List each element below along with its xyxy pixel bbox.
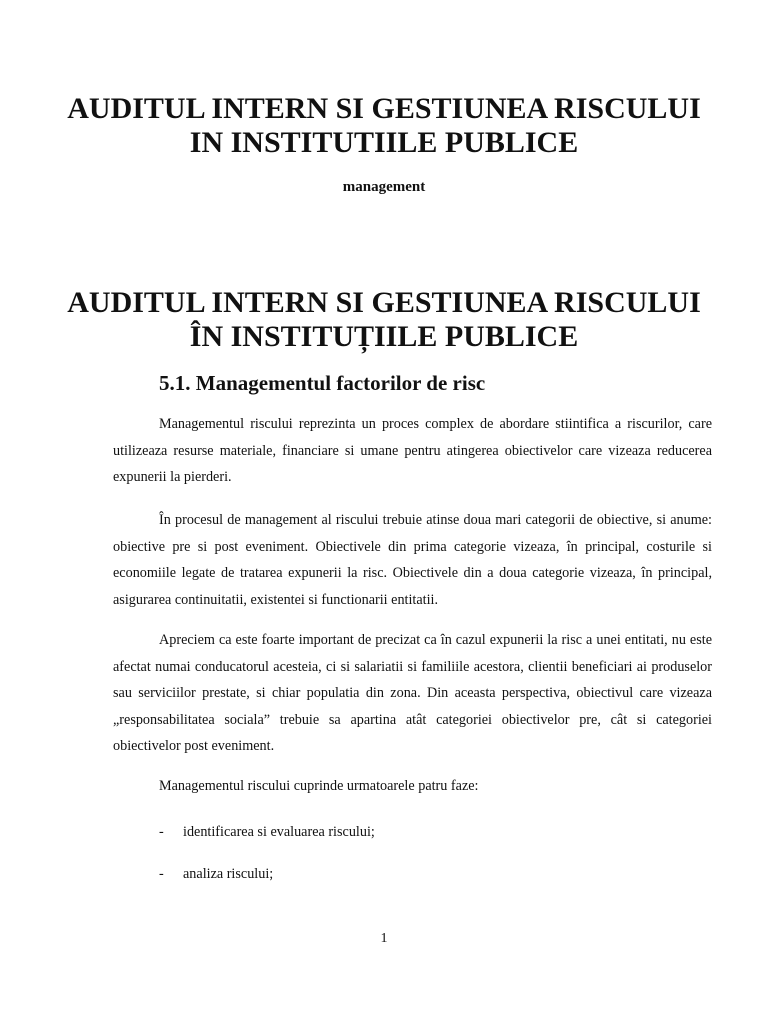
list-item bbox=[159, 822, 375, 842]
list-marker: - bbox=[159, 866, 164, 882]
paragraph-2: În procesul de management al riscului trebuie atinse doua mari categorii de obiective, si anume: obiective pre si post eveniment. Obiectivele din prima categorie vizeaza, în principal, costurile si economiile legate de tratarea expunerii la risc. Obiectivele din a doua categorie vizeaza, în principal, asigurarea continuitatii, existentei si functionarii entitatii. bbox=[113, 512, 712, 608]
page-number: 1 bbox=[380, 931, 388, 946]
list-lead: Managementul riscului cuprinde urmatoarele patru faze: bbox=[159, 778, 479, 794]
paragraph-1: Managementul riscului reprezinta un proces complex de abordare stiintifica a riscurilor, care utilizeaza resurse materiale, financiare si umane pentru atingerea obiectivelor care vizeaza reducerea expunerii la pierderi. bbox=[113, 416, 712, 485]
document-subtitle: management bbox=[342, 179, 426, 195]
list-item-text: identificarea si evaluarea riscului; bbox=[183, 824, 375, 840]
document-title-top: AUDITUL INTERN SI GESTIUNEA RISCULUI IN INSTITUTIILE PUBLICE bbox=[67, 92, 701, 159]
section-heading: 5.1. Managementul factorilor de risc bbox=[159, 371, 486, 395]
list-marker: - bbox=[159, 824, 164, 840]
paragraph-3: Apreciem ca este foarte important de precizat ca în cazul expunerii la risc a unei entitati, nu este afectat numai conducatorul acesteia, ci si salariatii si familiile acestora, clientii beneficiari ai produselor sau serviciilor prestate, si chiar populatia din zona. Din aceasta perspectiva, obiectivul care vizeaza „responsabilitatea sociala” trebuie sa apartina atât categoriei obiectivelor pre, cât si categoriei obiectivelor post eveniment. bbox=[113, 632, 712, 754]
list-item-text: analiza riscului; bbox=[183, 866, 274, 882]
list-item bbox=[159, 864, 273, 884]
document-title-main: AUDITUL INTERN SI GESTIUNEA RISCULUI ÎN INSTITUȚIILE PUBLICE bbox=[67, 286, 701, 353]
